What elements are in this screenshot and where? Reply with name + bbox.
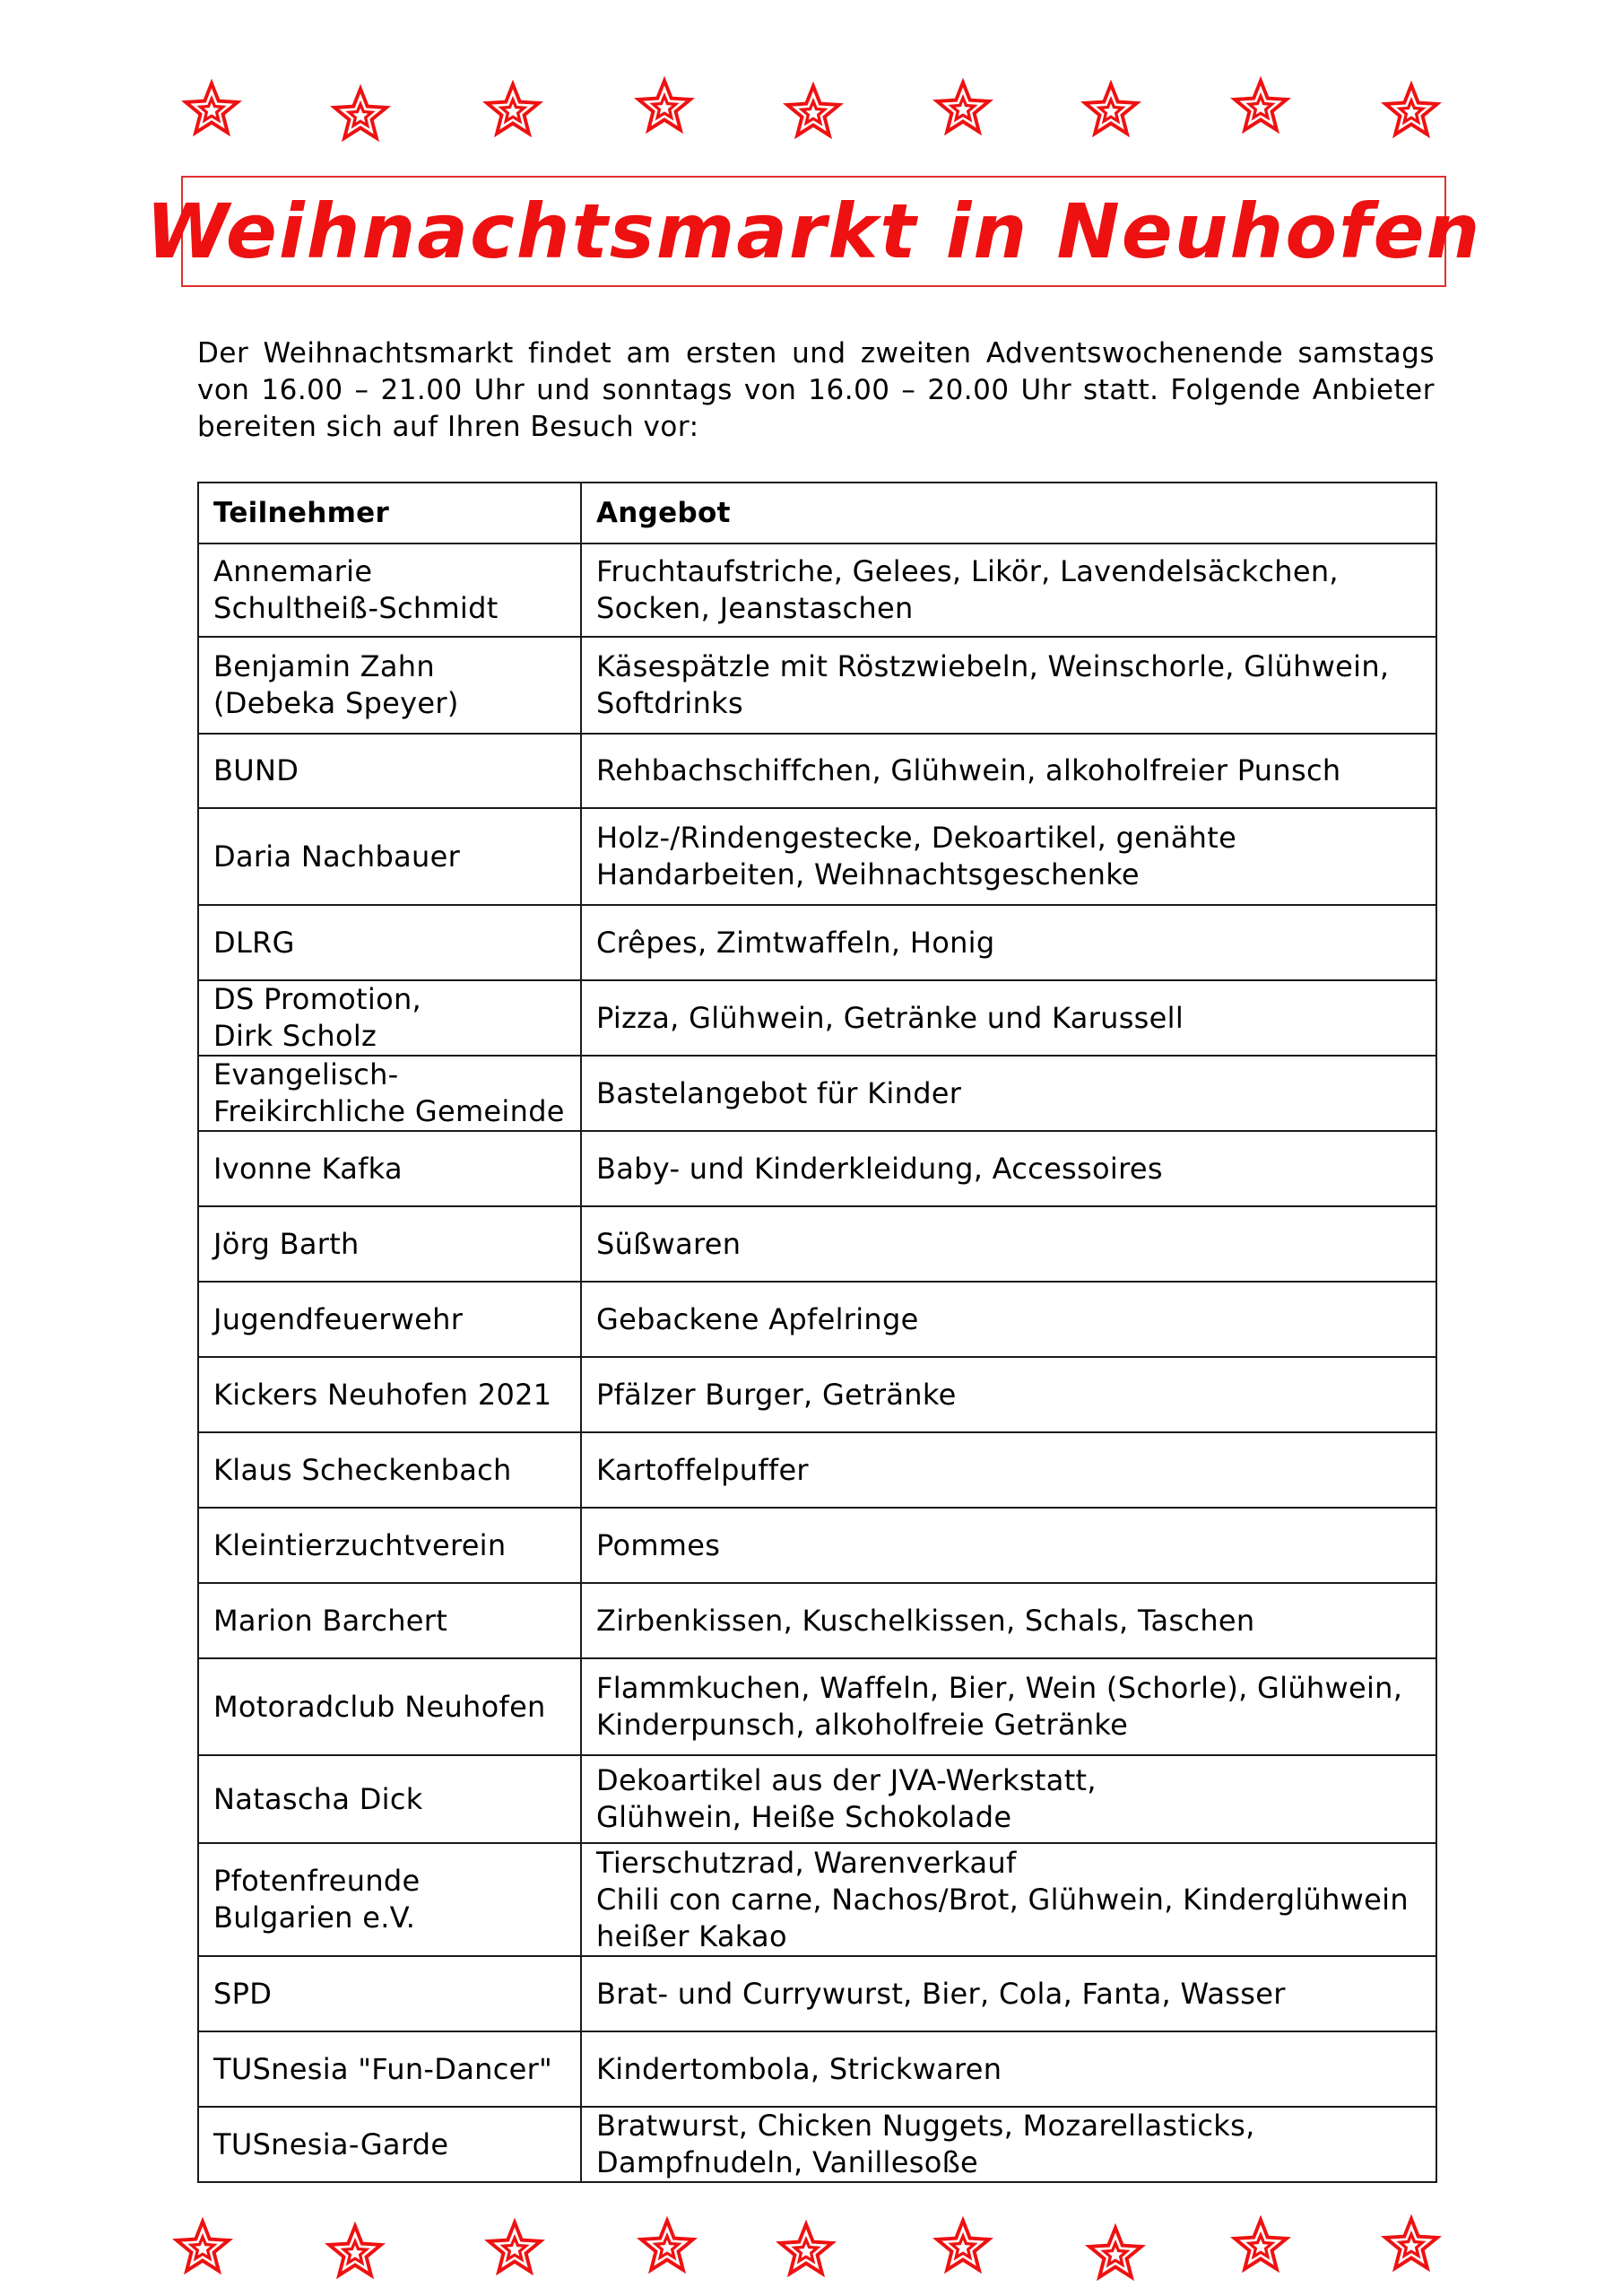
teilnehmer-cell-line: DS Promotion, xyxy=(213,982,422,1016)
table-header-row xyxy=(198,483,1436,544)
teilnehmer-cell-line: Schultheiß-Schmidt xyxy=(213,591,499,625)
star-icon xyxy=(325,2222,385,2282)
star-icon xyxy=(182,80,241,139)
angebot-cell-line: Gebackene Apfelringe xyxy=(596,1301,919,1336)
angebot-cell-line: Chili con carne, Nachos/Brot, Glühwein, Kinderglühwein xyxy=(596,1882,1409,1917)
teilnehmer-cell-line: Kleintierzuchtverein xyxy=(213,1527,507,1562)
teilnehmer-cell xyxy=(198,980,581,1056)
teilnehmer-cell xyxy=(198,1843,581,1956)
angebot-cell-line: Dekoartikel aus der JVA-Werkstatt, xyxy=(596,1763,1097,1797)
teilnehmer-cell xyxy=(198,1658,581,1755)
table-row xyxy=(198,637,1436,734)
teilnehmer-cell xyxy=(198,734,581,808)
intro-line: bereiten sich auf Ihren Besuch vor: xyxy=(197,411,699,443)
star-icon xyxy=(1081,81,1141,140)
angebot-cell-line: Bastelangebot für Kinder xyxy=(596,1075,962,1110)
page-title: Weihnachtsmarkt in Neuhofen xyxy=(145,187,1482,275)
angebot-cell-line: Baby- und Kinderkleidung, Accessoires xyxy=(596,1151,1163,1186)
teilnehmer-cell-line: Dirk Scholz xyxy=(213,1019,377,1053)
angebot-cell-line: Brat- und Currywurst, Bier, Cola, Fanta, Wasser xyxy=(596,1976,1286,2011)
teilnehmer-cell-line: Jörg Barth xyxy=(213,1226,360,1261)
star-icon xyxy=(485,2219,544,2278)
angebot-cell xyxy=(581,1357,1436,1432)
star-icon xyxy=(483,81,542,140)
angebot-cell xyxy=(581,1843,1436,1956)
angebot-cell-line: Kindertombola, Strickwaren xyxy=(596,2051,1002,2086)
angebot-cell xyxy=(581,637,1436,734)
table-row xyxy=(198,1843,1436,1956)
teilnehmer-cell-line: Klaus Scheckenbach xyxy=(213,1452,512,1487)
teilnehmer-cell-line: BUND xyxy=(213,753,299,787)
angebot-cell-line: Flammkuchen, Waffeln, Bier, Wein (Schorle), Glühwein, xyxy=(596,1671,1403,1705)
teilnehmer-cell xyxy=(198,1508,581,1583)
angebot-cell-line: Crêpes, Zimtwaffeln, Honig xyxy=(596,925,995,960)
table-row xyxy=(198,1206,1436,1282)
star-icon xyxy=(1231,77,1290,136)
teilnehmer-cell-line: Natascha Dick xyxy=(213,1781,423,1816)
teilnehmer-cell xyxy=(198,1432,581,1508)
angebot-cell xyxy=(581,1956,1436,2031)
star-icon xyxy=(1086,2224,1145,2283)
star-icon xyxy=(331,85,390,144)
angebot-cell xyxy=(581,980,1436,1056)
teilnehmer-cell xyxy=(198,1755,581,1843)
header-teilnehmer: Teilnehmer xyxy=(198,483,581,544)
table-row xyxy=(198,1956,1436,2031)
intro-paragraph xyxy=(197,335,1435,446)
teilnehmer-cell-line: Benjamin Zahn xyxy=(213,649,435,683)
teilnehmer-cell-line: Marion Barchert xyxy=(213,1603,448,1638)
teilnehmer-cell xyxy=(198,1583,581,1658)
teilnehmer-cell-line: Motoradclub Neuhofen xyxy=(213,1689,546,1724)
angebot-cell-line: Käsespätzle mit Röstzwiebeln, Weinschorle, Glühwein, xyxy=(596,649,1390,683)
angebot-cell xyxy=(581,1432,1436,1508)
angebot-cell-line: Pfälzer Burger, Getränke xyxy=(596,1377,957,1412)
star-icon xyxy=(1382,2215,1441,2274)
angebot-cell xyxy=(581,734,1436,808)
star-icon xyxy=(776,2221,836,2280)
table-row xyxy=(198,2031,1436,2107)
star-icon xyxy=(638,2217,697,2276)
angebot-cell xyxy=(581,808,1436,905)
header-angebot: Angebot xyxy=(581,483,1436,544)
teilnehmer-cell xyxy=(198,1206,581,1282)
teilnehmer-cell-line: DLRG xyxy=(213,925,295,960)
angebot-cell-line: Zirbenkissen, Kuschelkissen, Schals, Taschen xyxy=(596,1603,1255,1638)
angebot-cell xyxy=(581,1206,1436,1282)
star-icon xyxy=(173,2218,232,2277)
angebot-cell xyxy=(581,1508,1436,1583)
angebot-cell-line: Softdrinks xyxy=(596,686,743,720)
angebot-cell xyxy=(581,1131,1436,1206)
table-row xyxy=(198,1056,1436,1131)
star-icon xyxy=(933,79,993,138)
star-icon xyxy=(1231,2216,1290,2275)
angebot-cell xyxy=(581,1658,1436,1755)
table-row xyxy=(198,1755,1436,1843)
table-row xyxy=(198,808,1436,905)
table-row xyxy=(198,2107,1436,2182)
star-icon xyxy=(933,2217,993,2276)
angebot-cell-line: Süßwaren xyxy=(596,1226,742,1261)
teilnehmer-cell xyxy=(198,1357,581,1432)
teilnehmer-cell-line: SPD xyxy=(213,1976,273,2011)
table-row xyxy=(198,544,1436,637)
table-row xyxy=(198,1583,1436,1658)
teilnehmer-cell-line: Annemarie xyxy=(213,554,373,588)
teilnehmer-cell-line: Bulgarien e.V. xyxy=(213,1900,416,1935)
teilnehmer-cell xyxy=(198,808,581,905)
teilnehmer-cell-line: TUSnesia-Garde xyxy=(213,2126,449,2161)
teilnehmer-cell xyxy=(198,1131,581,1206)
angebot-cell-line: Tierschutzrad, Warenverkauf xyxy=(596,1845,1017,1880)
vendor-table xyxy=(197,482,1437,2183)
angebot-cell-line: Kinderpunsch, alkoholfreie Getränke xyxy=(596,1708,1129,1742)
angebot-cell-line: Socken, Jeanstaschen xyxy=(596,591,914,625)
teilnehmer-cell-line: Pfotenfreunde xyxy=(213,1864,421,1898)
angebot-cell-line: Handarbeiten, Weihnachtsgeschenke xyxy=(596,857,1140,891)
angebot-cell-line: Kartoffelpuffer xyxy=(596,1452,809,1487)
angebot-cell-line: Pizza, Glühwein, Getränke und Karussell xyxy=(596,1000,1184,1035)
angebot-cell-line: Holz-/Rindengestecke, Dekoartikel, genähte xyxy=(596,821,1237,855)
angebot-cell xyxy=(581,1056,1436,1131)
table-row xyxy=(198,1357,1436,1432)
star-icon xyxy=(635,77,694,136)
table-row xyxy=(198,1131,1436,1206)
table-row xyxy=(198,1282,1436,1357)
table-row xyxy=(198,1432,1436,1508)
teilnehmer-cell xyxy=(198,1282,581,1357)
star-icon xyxy=(784,83,843,142)
teilnehmer-cell xyxy=(198,544,581,637)
teilnehmer-cell-line: Daria Nachbauer xyxy=(213,839,461,874)
angebot-cell-line: Rehbachschiffchen, Glühwein, alkoholfreier Punsch xyxy=(596,753,1341,787)
teilnehmer-cell xyxy=(198,2107,581,2182)
angebot-cell-line: Bratwurst, Chicken Nuggets, Mozarellasticks, xyxy=(596,2109,1255,2143)
teilnehmer-cell-line: (Debeka Speyer) xyxy=(213,686,459,720)
angebot-cell xyxy=(581,544,1436,637)
angebot-cell xyxy=(581,1755,1436,1843)
angebot-cell-line: Fruchtaufstriche, Gelees, Likör, Lavendelsäckchen, xyxy=(596,554,1339,588)
table-row xyxy=(198,1658,1436,1755)
intro-line: von 16.00 – 21.00 Uhr und sonntags von 16.00 – 20.00 Uhr statt. Folgende Anbieter xyxy=(197,374,1435,406)
table-row xyxy=(198,734,1436,808)
angebot-cell-line: Glühwein, Heiße Schokolade xyxy=(596,1800,1012,1834)
teilnehmer-cell-line: Kickers Neuhofen 2021 xyxy=(213,1377,552,1412)
teilnehmer-cell-line: TUSnesia "Fun-Dancer" xyxy=(213,2051,553,2086)
angebot-cell xyxy=(581,1282,1436,1357)
teilnehmer-cell-line: Freikirchliche Gemeinde xyxy=(213,1094,565,1128)
angebot-cell xyxy=(581,2031,1436,2107)
angebot-cell xyxy=(581,2107,1436,2182)
teilnehmer-cell xyxy=(198,1956,581,2031)
table-row xyxy=(198,980,1436,1056)
angebot-cell-line: Dampfnudeln, Vanillesoße xyxy=(596,2145,979,2179)
teilnehmer-cell-line: Ivonne Kafka xyxy=(213,1151,403,1186)
teilnehmer-cell-line: Evangelisch- xyxy=(213,1057,399,1091)
angebot-cell xyxy=(581,1583,1436,1658)
star-icon xyxy=(1382,82,1441,141)
angebot-cell-line: heißer Kakao xyxy=(596,1918,787,1953)
star-row-bottom xyxy=(0,0,1622,72)
angebot-cell xyxy=(581,905,1436,980)
teilnehmer-cell-line: Jugendfeuerwehr xyxy=(213,1301,464,1336)
table-row xyxy=(198,1508,1436,1583)
title-box xyxy=(145,176,1482,287)
intro-line: Der Weihnachtsmarkt findet am ersten und zweiten Adventswochenende samstags xyxy=(197,337,1435,370)
teilnehmer-cell xyxy=(198,905,581,980)
teilnehmer-cell xyxy=(198,637,581,734)
teilnehmer-cell xyxy=(198,2031,581,2107)
table-row xyxy=(198,905,1436,980)
angebot-cell-line: Pommes xyxy=(596,1527,721,1562)
teilnehmer-cell xyxy=(198,1056,581,1131)
